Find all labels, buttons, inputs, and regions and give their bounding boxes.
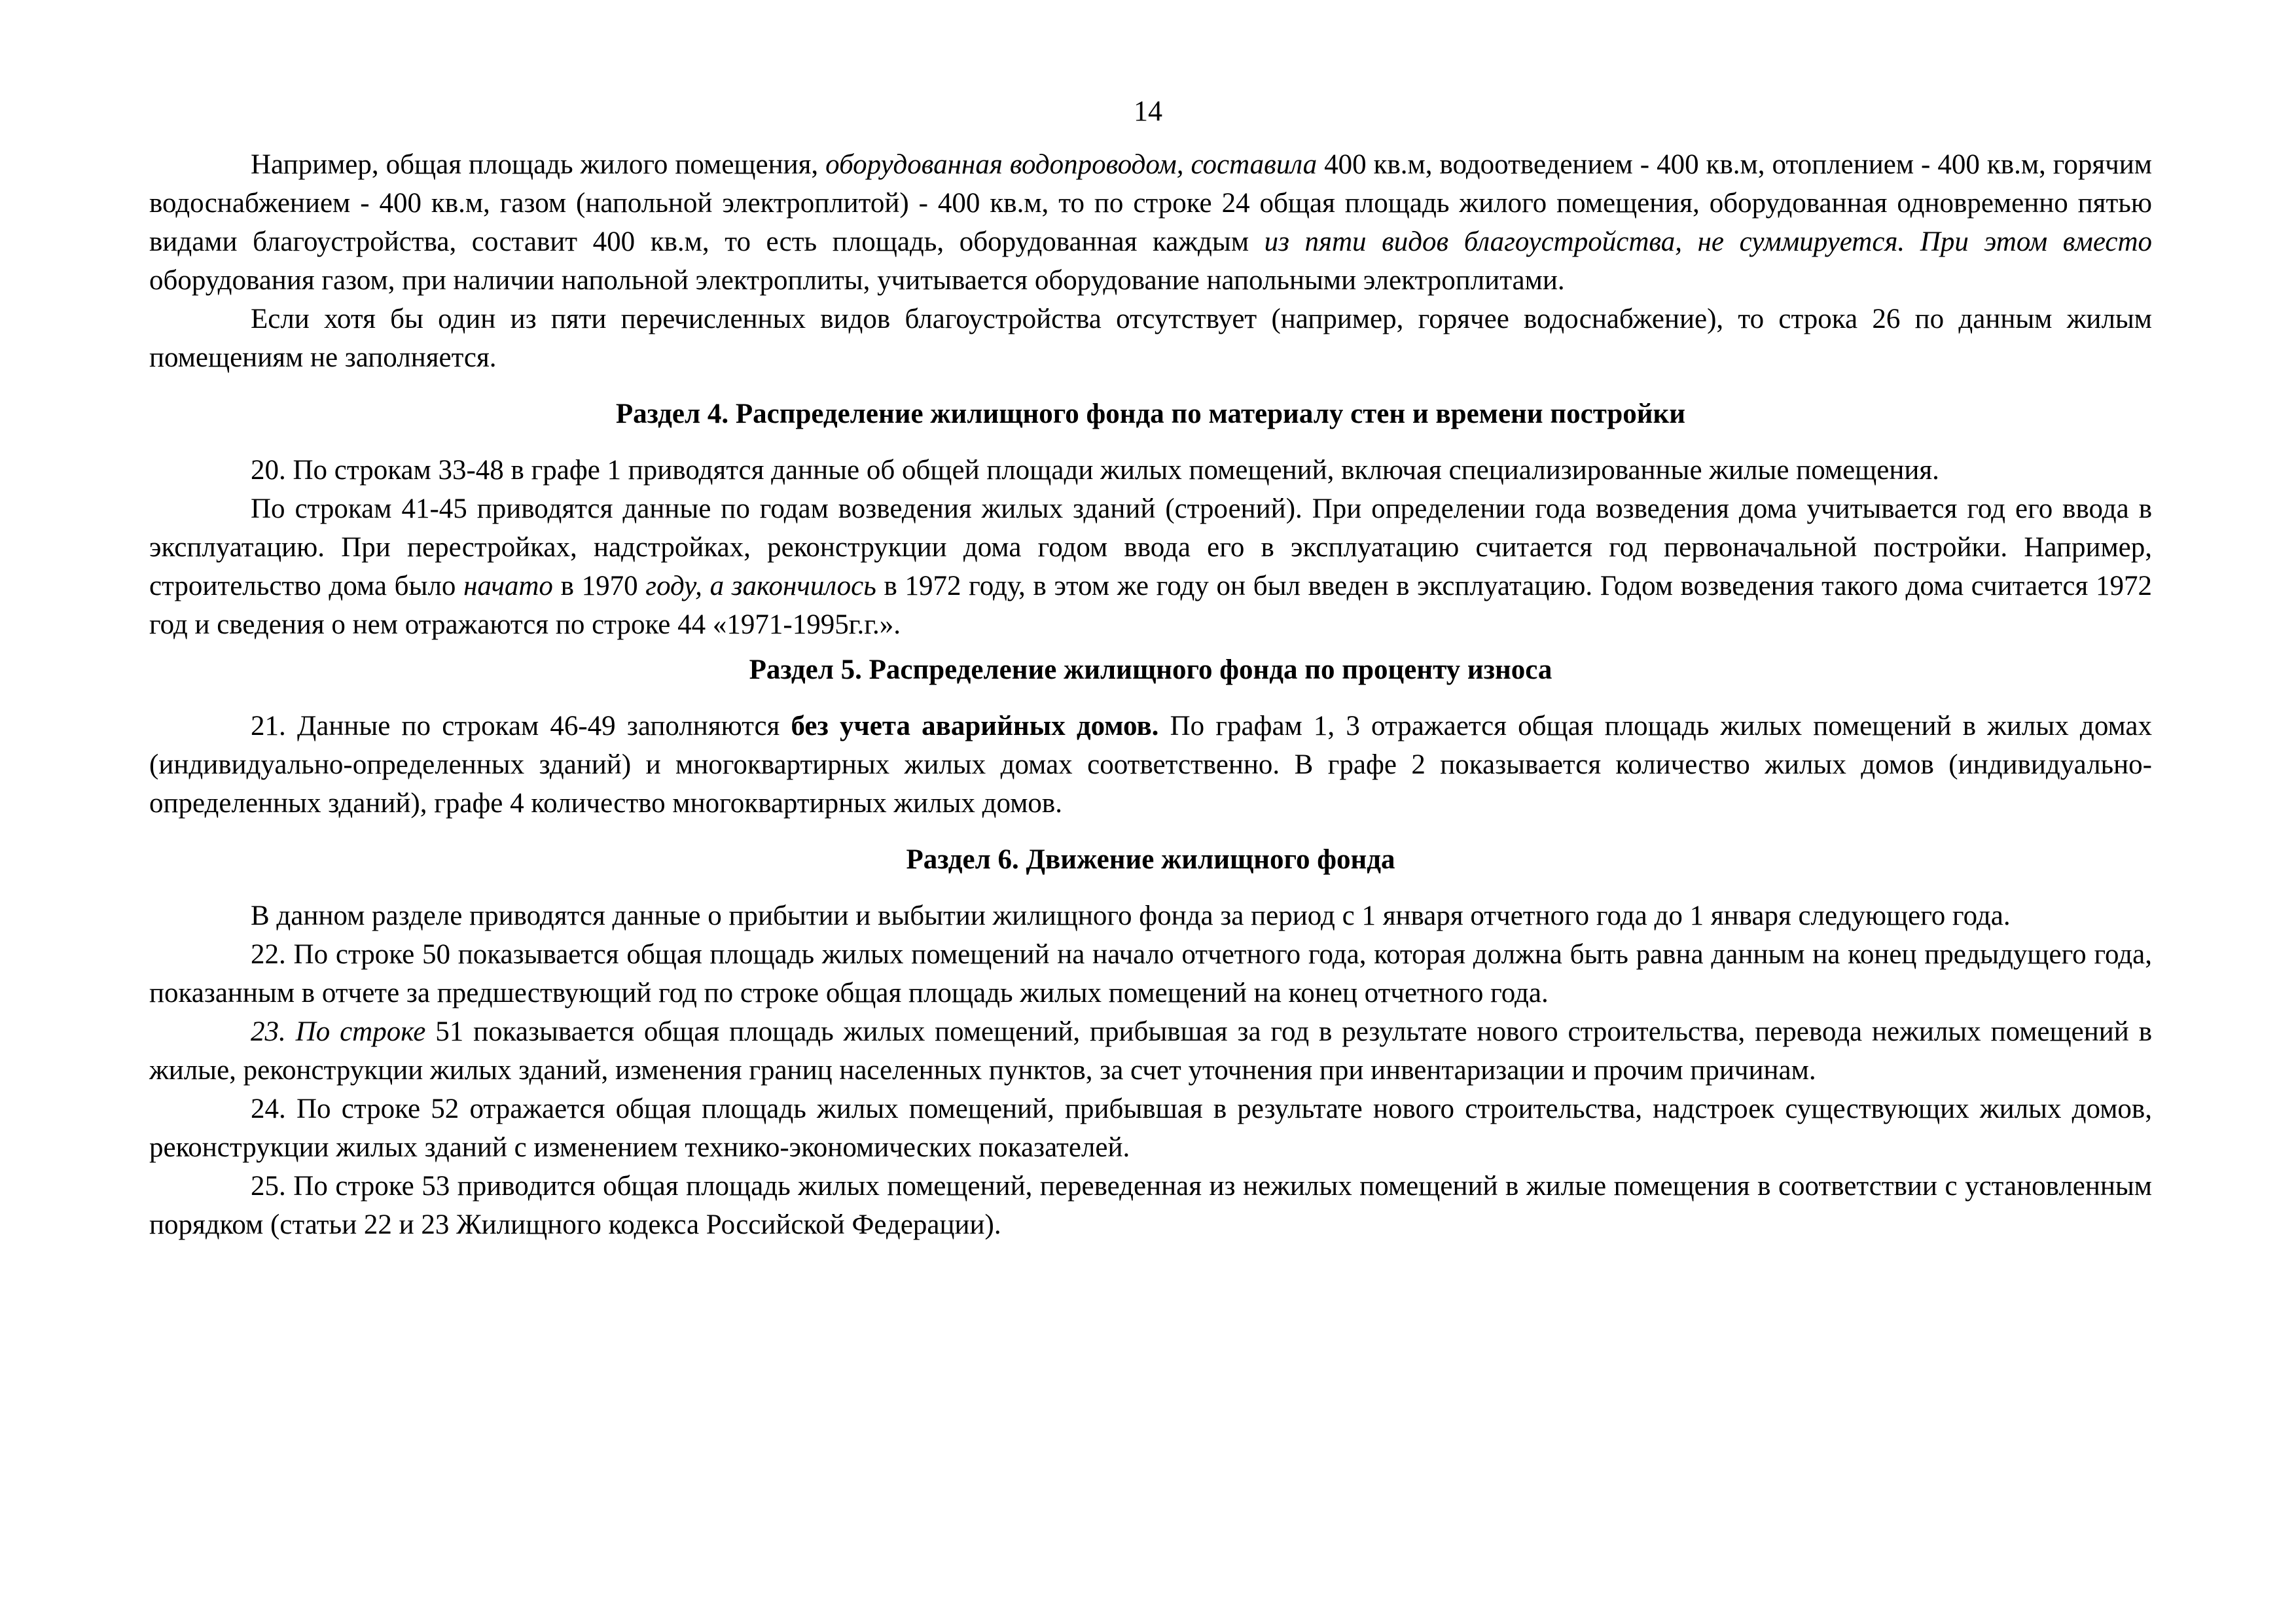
italic-text-run: начато xyxy=(463,571,553,601)
italic-text-run: году, а закончилось xyxy=(645,571,876,601)
text-run: По графам 1, 3 отражается общая площадь жилых помещений в жилых домах (индивидуально-определенных зданий) и многоквартирных жилых домах соответственно. В графе 2 показывается количество жилых домов (индивидуально-определенных зданий), графе 4 количество многоквартирных жилых домов. xyxy=(149,711,2152,819)
paragraph-item-25: 25. По строке 53 приводится общая площадь жилых помещений, переведенная из нежилых помещений в жилые помещения в соответствии с установленным порядком (статьи 22 и 23 Жилищного кодекса Российской Федерации). xyxy=(149,1171,2152,1240)
bold-text-run: без учета аварийных домов. xyxy=(791,711,1159,741)
paragraph-missing-amenity: Если хотя бы один из пяти перечисленных видов благоустройства отсутствует (например, горячее водоснабжение), то строка 26 по данным жилым помещениям не заполняется. xyxy=(149,304,2152,373)
text-run: 21. Данные по строкам 46-49 заполняются xyxy=(251,711,791,741)
document-body xyxy=(149,145,2152,1244)
section-6-heading: Раздел 6. Движение жилищного фонда xyxy=(906,844,1395,875)
italic-text-run: из пяти видов благоустройства, не суммируется. При этом вместо xyxy=(1264,226,2152,257)
paragraph-item-21 xyxy=(149,707,2152,823)
paragraph-item-24: 24. По строке 52 отражается общая площадь жилых помещений, прибывшая в результате нового строительства, надстроек существующих жилых домов, реконструкции жилых зданий с изменением технико-экономических показателей. xyxy=(149,1094,2152,1163)
text-run: оборудования газом, при наличии напольной электроплиты, учитывается оборудование напольными электроплитами. xyxy=(149,265,1565,296)
paragraph-item-20: 20. По строкам 33-48 в графе 1 приводятся данные об общей площади жилых помещений, включая специализированные жилые помещения. xyxy=(251,455,1939,486)
text-run: Например, общая площадь жилого помещения, xyxy=(251,149,826,180)
page-number: 14 xyxy=(1134,95,1162,127)
italic-text-run: 23. По строке xyxy=(251,1016,426,1047)
section-4-heading: Раздел 4. Распределение жилищного фонда по материалу стен и времени постройки xyxy=(615,399,1686,429)
italic-text-run: оборудованная водопроводом, составила xyxy=(825,149,1318,180)
paragraph-section-6-intro: В данном разделе приводятся данные о прибытии и выбытии жилищного фонда за период с 1 января отчетного года до 1 января следующего года. xyxy=(251,901,2011,931)
text-run: в 1972 году, в этом же году он был введен в эксплуатацию. Годом возведения такого дома считается 1972 год и сведения о нем отражаются по строке 44 «1971-1995г.г.». xyxy=(149,571,2152,640)
paragraph-item-23 xyxy=(149,1012,2152,1090)
text-run: 400 кв.м, водоотведением - 400 кв.м, отоплением - 400 кв.м, горячим водоснабжением - 400 кв.м, газом (напольной электроплитой) - 400 кв.м, то по строке 24 общая площадь жилого помещения, оборудованная одновременно пятью видами благоустройства, составит 400 кв.м, то есть площадь, оборудованная каждым xyxy=(149,149,2152,257)
section-5-heading: Раздел 5. Распределение жилищного фонда по проценту износа xyxy=(749,654,1552,685)
text-run: в 1970 xyxy=(552,571,646,601)
paragraph-item-22: 22. По строке 50 показывается общая площадь жилых помещений на начало отчетного года, которая должна быть равна данным на конец предыдущего года, показанным в отчете за предшествующий год по строке общая площадь жилых помещений на конец отчетного года. xyxy=(149,939,2152,1008)
text-run: 51 показывается общая площадь жилых помещений, прибывшая за год в результате нового строительства, перевода нежилых помещений в жилые, реконструкции жилых зданий, изменения границ населенных пунктов, за счет уточнения при инвентаризации и прочим причинам. xyxy=(149,1016,2152,1086)
paragraph-example-area xyxy=(149,145,2152,300)
text-run: По строкам 41-45 приводятся данные по годам возведения жилых зданий (строений). При определении года возведения дома учитывается год его ввода в эксплуатацию. При перестройках, надстройках, реконструкции дома годом ввода его в эксплуатацию считается год первоначальной постройки. Например, строительство дома было xyxy=(149,493,2152,601)
paragraph-construction-years xyxy=(149,490,2152,644)
